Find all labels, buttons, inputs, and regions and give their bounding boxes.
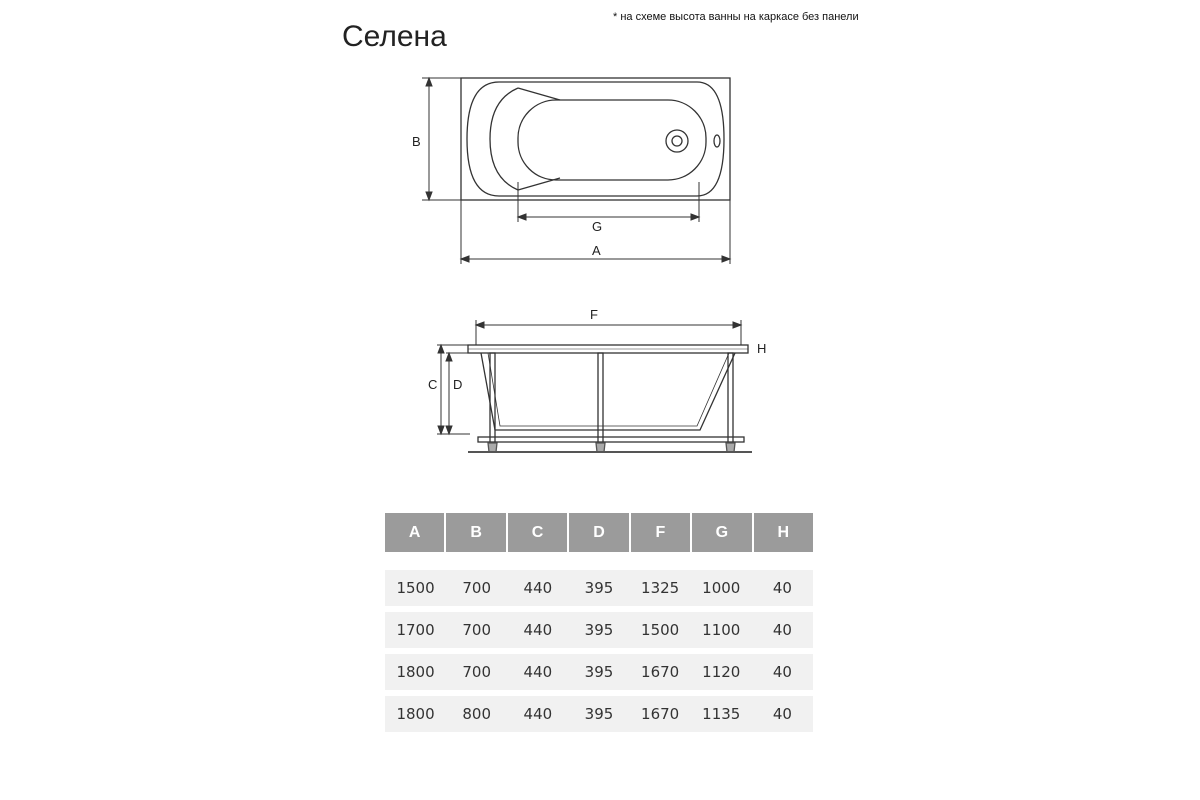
table-cell: 440 — [523, 621, 553, 639]
table-header — [385, 513, 813, 552]
header-cell-f: F — [631, 513, 692, 552]
table-cell: 800 — [462, 705, 492, 723]
label-d: D — [453, 377, 463, 392]
table-row — [385, 696, 813, 732]
table-cell: 1500 — [641, 621, 680, 639]
frame-bottom-bar — [478, 437, 744, 442]
table-cell: 1100 — [702, 621, 741, 639]
product-title: Селена — [342, 20, 447, 53]
table-cell: 440 — [523, 705, 553, 723]
table-row — [385, 612, 813, 648]
label-b: B — [412, 134, 421, 149]
table-cell: 395 — [584, 579, 614, 597]
dimensions-table — [385, 513, 813, 738]
frame-feet — [488, 443, 735, 452]
backrest-curve — [490, 88, 518, 190]
dimension-d — [446, 353, 470, 434]
tub-basin — [518, 100, 706, 180]
table-row — [385, 654, 813, 690]
table-cell: 1120 — [702, 663, 741, 681]
header-cell-g: G — [692, 513, 753, 552]
table-cell: 40 — [772, 663, 792, 681]
table-cell: 395 — [584, 621, 614, 639]
header-cell-c: C — [508, 513, 569, 552]
tub-basin-side — [481, 353, 735, 430]
table-cell: 40 — [772, 705, 792, 723]
header-cell-h: H — [754, 513, 813, 552]
dimension-b — [422, 78, 461, 200]
table-cell: 1670 — [641, 705, 680, 723]
table-cell: 40 — [772, 579, 792, 597]
table-cell: 40 — [772, 621, 792, 639]
label-c: C — [428, 377, 438, 392]
table-cell: 1670 — [641, 663, 680, 681]
label-h: H — [757, 341, 767, 356]
table-cell: 1700 — [396, 621, 435, 639]
table-cell: 440 — [523, 663, 553, 681]
drain-inner — [672, 136, 682, 146]
table-cell: 700 — [462, 579, 492, 597]
table-cell: 395 — [584, 663, 614, 681]
header-cell-a: A — [385, 513, 446, 552]
table-cell: 700 — [462, 621, 492, 639]
dimension-f — [476, 320, 741, 345]
tub-outline-top — [461, 78, 730, 200]
header-cell-b: B — [446, 513, 507, 552]
top-view — [461, 78, 730, 200]
table-cell: 1000 — [702, 579, 741, 597]
table-cell: 1135 — [702, 705, 741, 723]
label-a: A — [592, 243, 601, 258]
table-cell: 1325 — [641, 579, 680, 597]
drain-icon — [666, 130, 688, 152]
tub-rim-contour — [467, 82, 724, 196]
dimension-g — [518, 182, 699, 222]
label-f: F — [590, 307, 598, 322]
table-cell: 395 — [584, 705, 614, 723]
table-cell: 700 — [462, 663, 492, 681]
diagram-note: * на схеме высота ванны на каркасе без панели — [613, 11, 859, 23]
table-cell: 1800 — [396, 663, 435, 681]
table-row — [385, 570, 813, 606]
overflow-icon — [714, 135, 720, 147]
table-cell: 1500 — [396, 579, 435, 597]
label-g: G — [592, 219, 603, 234]
table-cell: 1800 — [396, 705, 435, 723]
header-cell-d: D — [569, 513, 630, 552]
side-view — [468, 345, 748, 452]
table-cell: 440 — [523, 579, 553, 597]
